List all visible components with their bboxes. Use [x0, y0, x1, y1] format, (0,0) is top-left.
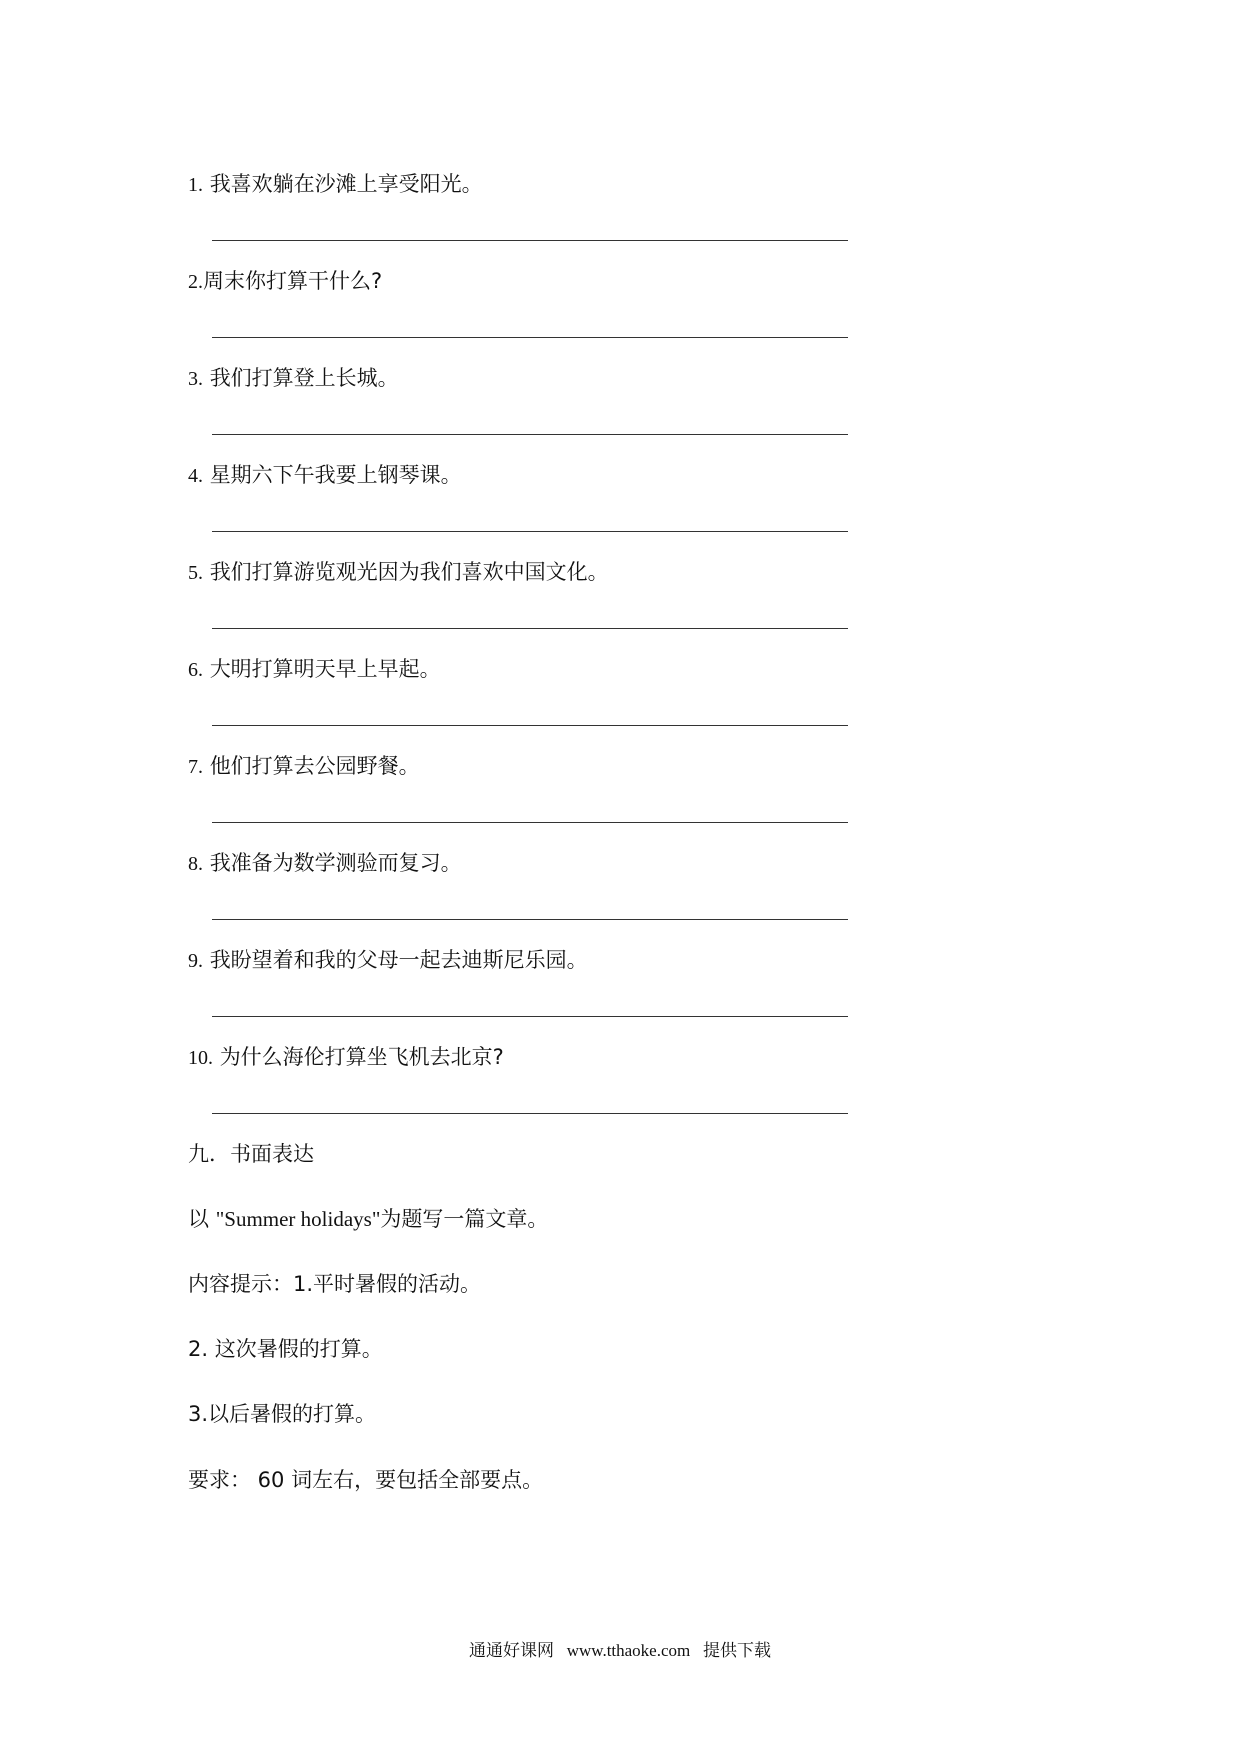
question-text: 我们打算登上长城。	[209, 366, 399, 390]
content-hint-1: 内容提示：1.平时暑假的活动。	[188, 1272, 482, 1296]
prompt-title: "Summer holidays"	[215, 1207, 381, 1231]
requirement: 要求： 60 词左右，要包括全部要点。	[188, 1468, 544, 1492]
answer-line-7[interactable]	[212, 822, 848, 823]
question-text: 他们打算去公园野餐。	[209, 754, 420, 778]
question-10	[188, 1043, 848, 1072]
question-number: 9.	[188, 950, 203, 972]
question-text: 我盼望着和我的父母一起去迪斯尼乐园。	[209, 948, 588, 972]
answer-line-9[interactable]	[212, 1016, 848, 1017]
question-text: 我喜欢躺在沙滩上享受阳光。	[209, 172, 483, 196]
question-text: 我准备为数学测验而复习。	[209, 851, 462, 875]
footer-site-name: 通通好课网	[468, 1641, 554, 1660]
question-number: 6.	[188, 659, 203, 681]
question-text: 周末你打算干什么?	[203, 269, 383, 293]
question-number: 7.	[188, 756, 203, 778]
answer-line-4[interactable]	[212, 531, 848, 532]
question-7	[188, 752, 848, 781]
prompt-prefix: 以	[188, 1207, 216, 1231]
question-9	[188, 946, 848, 975]
question-number: 1.	[188, 174, 203, 196]
answer-line-1[interactable]	[212, 240, 848, 241]
question-text: 我们打算游览观光因为我们喜欢中国文化。	[209, 560, 609, 584]
question-4	[188, 461, 848, 490]
prompt-suffix: 为题写一篇文章。	[380, 1207, 549, 1231]
answer-line-5[interactable]	[212, 628, 848, 629]
writing-prompt	[188, 1205, 548, 1233]
question-8	[188, 849, 848, 878]
answer-line-2[interactable]	[212, 337, 848, 338]
question-6	[188, 655, 848, 684]
answer-line-3[interactable]	[212, 434, 848, 435]
question-number: 8.	[188, 853, 203, 875]
answer-line-8[interactable]	[212, 919, 848, 920]
question-5	[188, 558, 848, 587]
question-2	[188, 267, 848, 296]
question-number: 10.	[188, 1047, 213, 1069]
answer-line-6[interactable]	[212, 725, 848, 726]
question-number: 5.	[188, 562, 203, 584]
section-heading: 九．书面表达	[188, 1142, 314, 1166]
content-hint-2: 2. 这次暑假的打算。	[188, 1337, 383, 1361]
page-footer	[0, 1636, 1240, 1661]
answer-line-10[interactable]	[212, 1113, 848, 1114]
question-text: 为什么海伦打算坐飞机去北京?	[219, 1045, 504, 1069]
footer-url[interactable]: www.tthaoke.com	[566, 1641, 691, 1660]
question-number: 3.	[188, 368, 203, 390]
question-number: 2.	[188, 271, 203, 293]
question-1	[188, 170, 848, 199]
footer-suffix: 提供下载	[703, 1641, 772, 1660]
content-hint-3: 3.以后暑假的打算。	[188, 1402, 377, 1426]
question-text: 大明打算明天早上早起。	[209, 657, 441, 681]
question-3	[188, 364, 848, 393]
question-text: 星期六下午我要上钢琴课。	[209, 463, 462, 487]
question-number: 4.	[188, 465, 203, 487]
